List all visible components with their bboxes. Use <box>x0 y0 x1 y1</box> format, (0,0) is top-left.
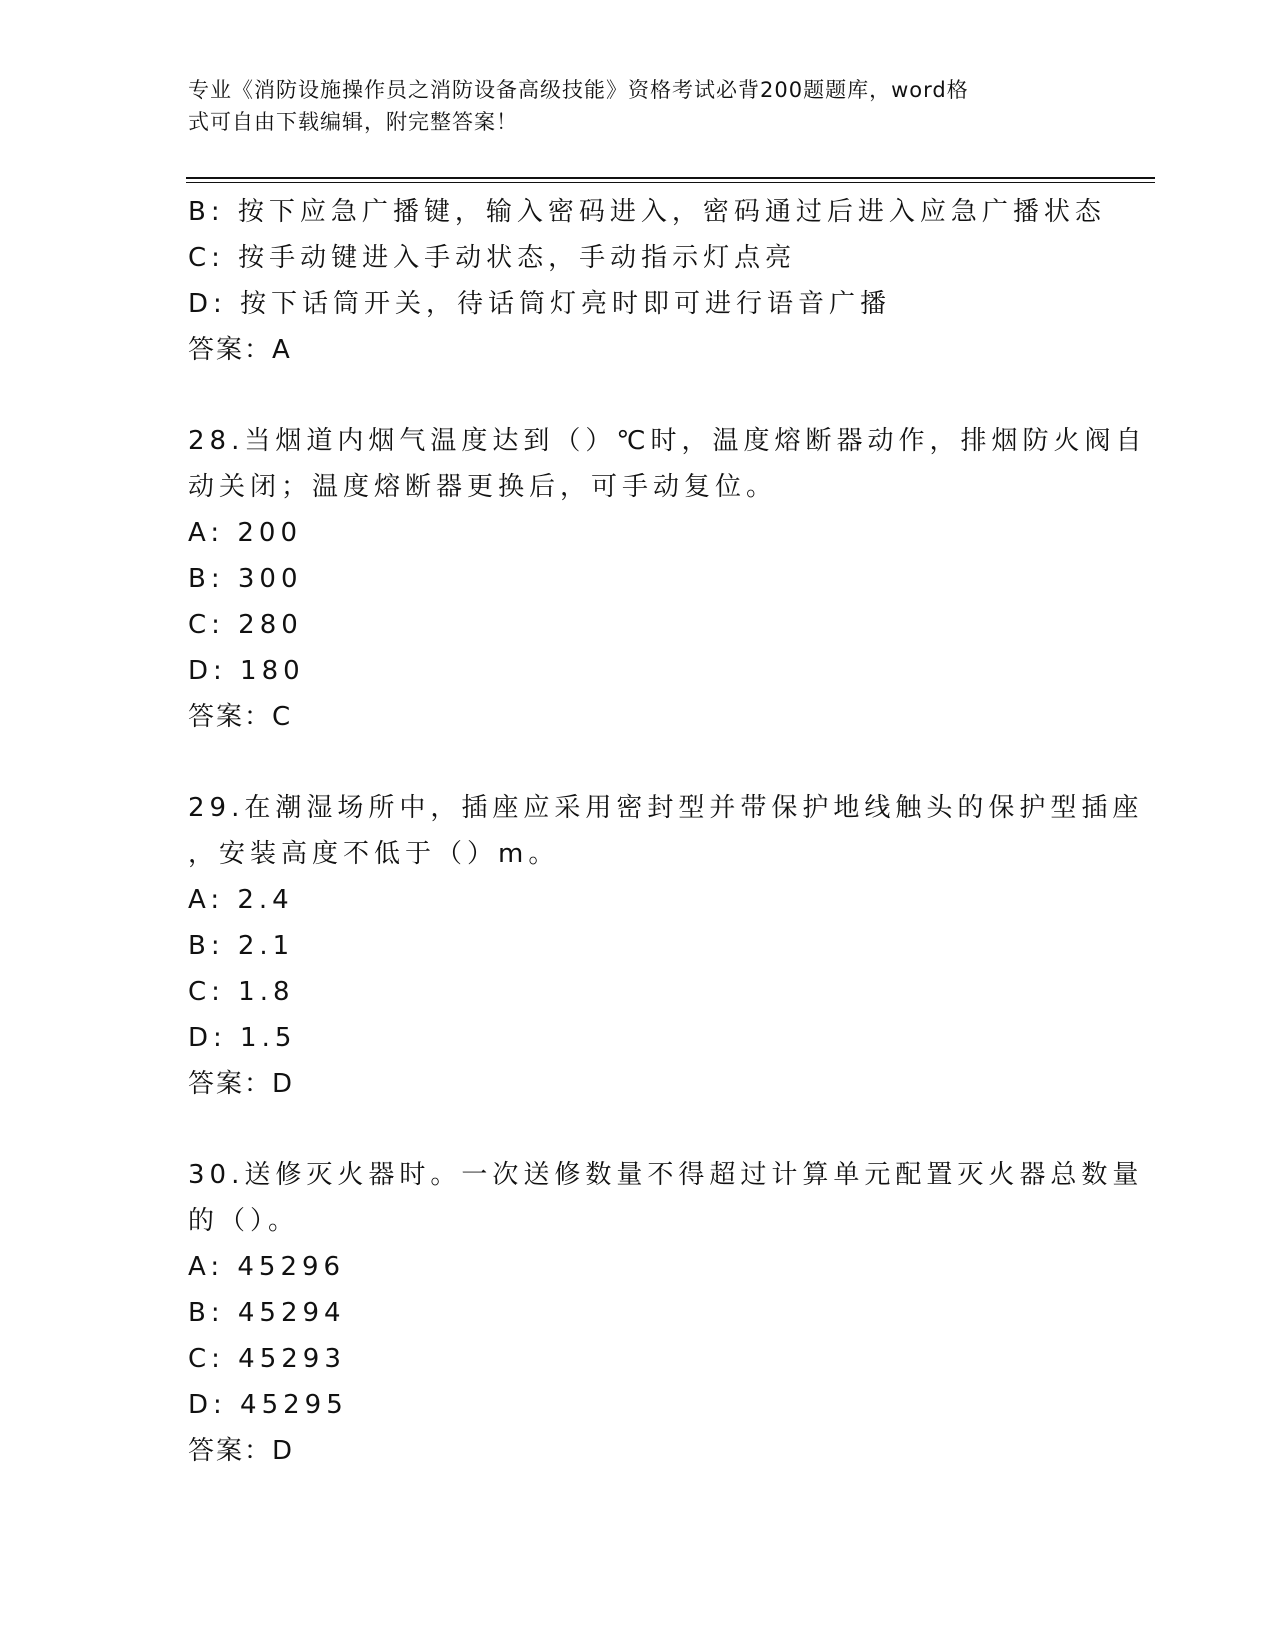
option-b: B: 45294 <box>188 1298 346 1328</box>
option-d: D: 按下话筒开关，待话筒灯亮时即可进行语音广播 <box>188 289 892 319</box>
option-a: A: 45296 <box>188 1252 346 1282</box>
question-text-line-1: 29.在潮湿场所中，插座应采用密封型并带保护地线触头的保护型插座 <box>188 793 1144 823</box>
answer: 答案：D <box>188 1436 295 1466</box>
question-block-28 <box>188 418 1147 740</box>
answer: 答案：C <box>188 702 293 732</box>
question-block-27 <box>188 189 1106 373</box>
option-c: C: 按手动键进入手动状态，手动指示灯点亮 <box>188 243 797 273</box>
question-text-line-1: 30.送修灭火器时。一次送修数量不得超过计算单元配置灭火器总数量 <box>188 1160 1144 1190</box>
header-divider-thin <box>186 182 1155 183</box>
answer: 答案：A <box>188 335 292 365</box>
option-a: A: 200 <box>188 518 302 548</box>
option-b: B: 2.1 <box>188 931 295 961</box>
option-d: D: 45295 <box>188 1390 348 1420</box>
question-text-line-2: 动关闭；温度熔断器更换后，可手动复位。 <box>188 472 778 502</box>
option-b: B: 300 <box>188 564 303 594</box>
document-header <box>188 74 1068 138</box>
header-line-2: 式可自由下载编辑，附完整答案！ <box>188 110 518 134</box>
option-c: C: 1.8 <box>188 977 295 1007</box>
question-block-30 <box>188 1152 1144 1474</box>
option-c: C: 45293 <box>188 1344 346 1374</box>
option-b: B: 按下应急广播键，输入密码进入，密码通过后进入应急广播状态 <box>188 197 1106 227</box>
option-d: D: 180 <box>188 656 305 686</box>
header-divider-thick <box>186 177 1155 179</box>
question-text-line-2: 的（）。 <box>188 1206 300 1236</box>
option-d: D: 1.5 <box>188 1023 297 1053</box>
option-a: A: 2.4 <box>188 885 294 915</box>
answer: 答案：D <box>188 1069 295 1099</box>
question-list <box>188 189 1147 1474</box>
question-text-line-2: ，安装高度不低于（）m。 <box>188 839 560 869</box>
question-block-29 <box>188 785 1144 1107</box>
header-line-1: 专业《消防设施操作员之消防设备高级技能》资格考试必背200题题库，word格 <box>188 78 969 102</box>
option-c: C: 280 <box>188 610 303 640</box>
question-text-line-1: 28.当烟道内烟气温度达到（）℃时，温度熔断器动作，排烟防火阀自 <box>188 426 1147 456</box>
